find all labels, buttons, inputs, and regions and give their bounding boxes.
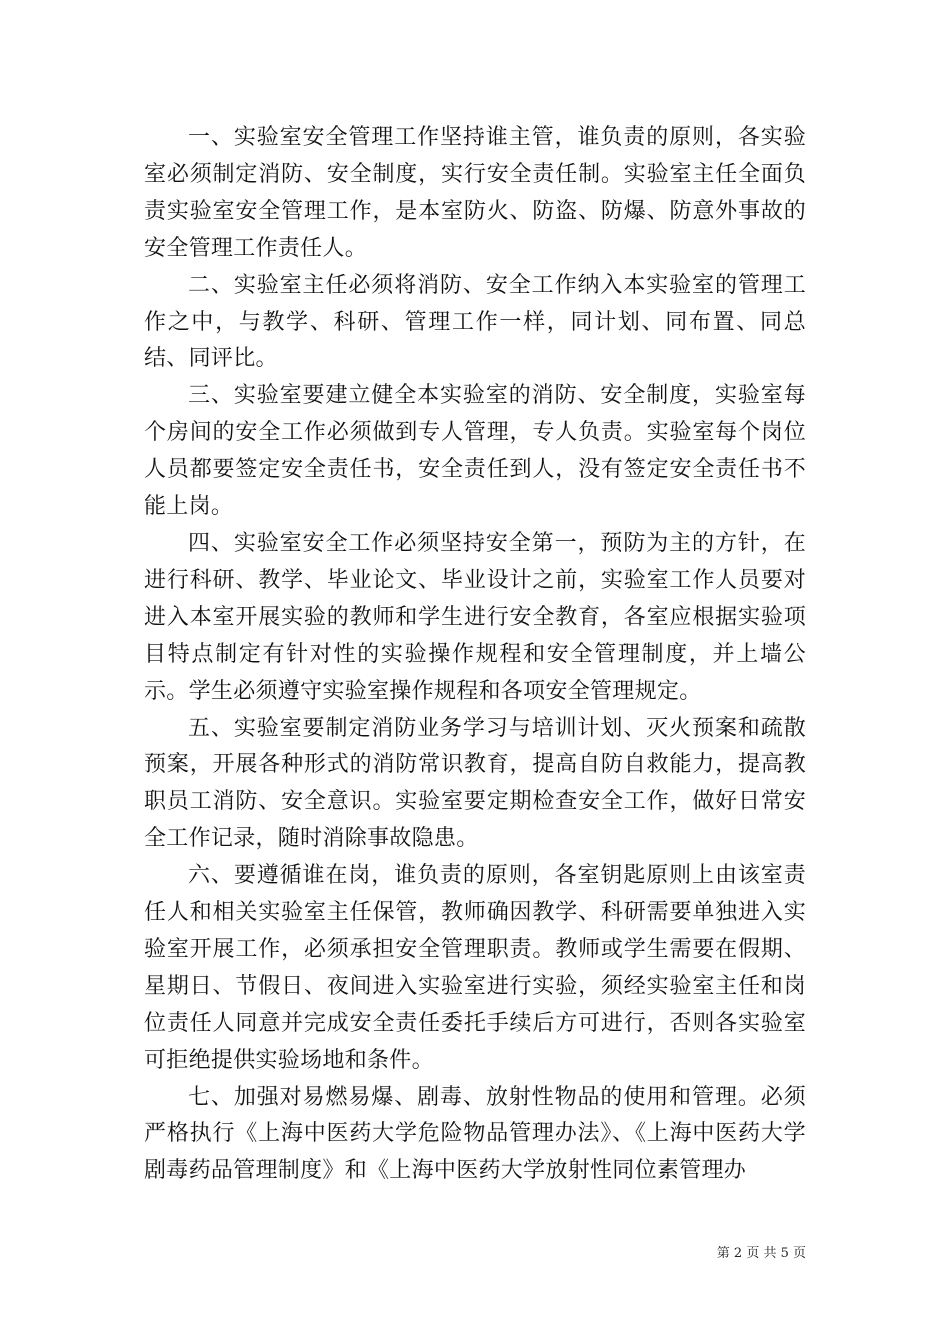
page-footer: 第 2 页 共 5 页 — [716, 1246, 806, 1261]
paragraph-4: 四、实验室安全工作必须坚持安全第一，预防为主的方针，在进行科研、教学、毕业论文、毕业设计之前，实验室工作人员要对进入本室开展实验的教师和学生进行安全教育，各室应根据实验项目特点制定有针对性的实验操作规程和安全管理制度，并上墙公示。学生必须遵守实验室操作规程和各项安全管理规定。 — [144, 530, 806, 704]
paragraph-3: 三、实验室要建立健全本实验室的消防、安全制度，实验室每个房间的安全工作必须做到专人管理，专人负责。实验室每个岗位人员都要签定安全责任书，安全责任到人，没有签定安全责任书不能上岗。 — [144, 383, 806, 520]
paragraph-6: 六、要遵循谁在岗，谁负责的原则，各室钥匙原则上由该室责任人和相关实验室主任保管，教师确因教学、科研需要单独进入实验室开展工作，必须承担安全管理职责。教师或学生需要在假期、星期日、节假日、夜间进入实验室进行实验，须经实验室主任和岗位责任人同意并完成安全责任委托手续后方可进行，否则各实验室可拒绝提供实验场地和条件。 — [144, 863, 806, 1073]
paragraph-2: 二、实验室主任必须将消防、安全工作纳入本实验室的管理工作之中，与教学、科研、管理工作一样，同计划、同布置、同总结、同评比。 — [144, 272, 806, 372]
paragraph-7: 七、加强对易燃易爆、剧毒、放射性物品的使用和管理。必须严格执行《上海中医药大学危险物品管理办法》、《上海中医药大学剧毒药品管理制度》和《上海中医药大学放射性同位素管理办 — [144, 1084, 806, 1184]
paragraph-5: 五、实验室要制定消防业务学习与培训计划、灭火预案和疏散预案，开展各种形式的消防常识教育，提高自防自救能力，提高教职员工消防、安全意识。实验室要定期检查安全工作，做好日常安全工作记录，随时消除事故隐患。 — [144, 715, 806, 852]
paragraph-1: 一、实验室安全管理工作坚持谁主管，谁负责的原则，各实验室必须制定消防、安全制度，实行安全责任制。实验室主任全面负责实验室安全管理工作，是本室防火、防盗、防爆、防意外事故的安全管理工作责任人。 — [144, 125, 806, 261]
document-body — [144, 120, 806, 1190]
